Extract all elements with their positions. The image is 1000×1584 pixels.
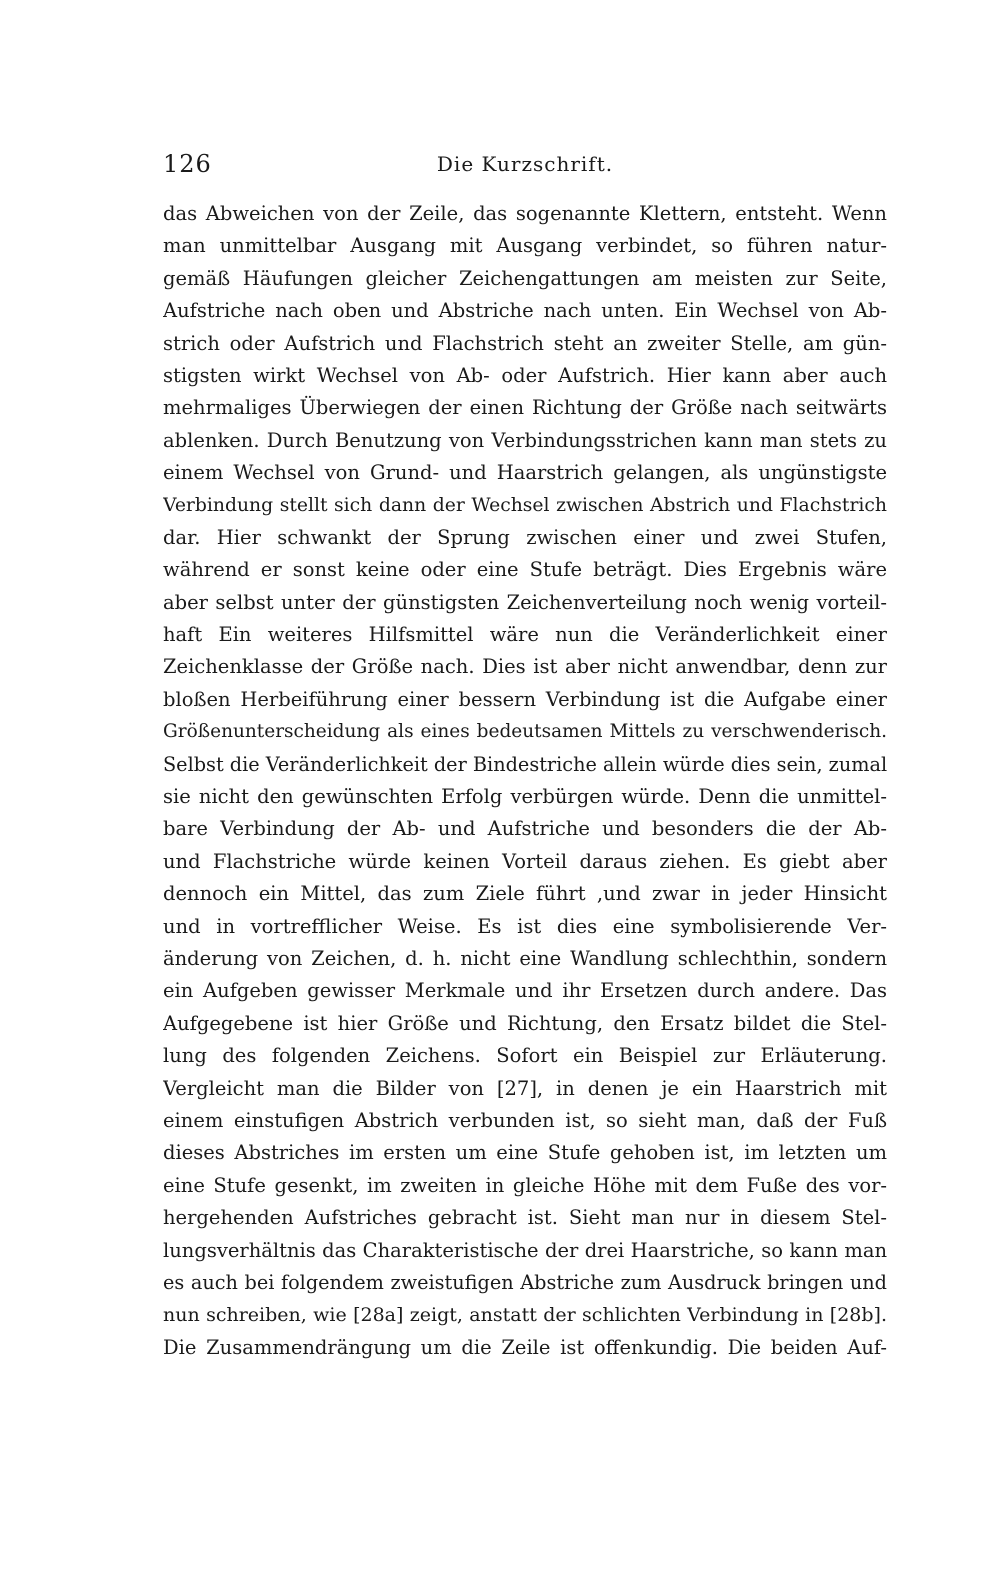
body-text — [163, 198, 887, 1364]
text-line: ein Aufgeben gewisser Merkmale und ihr Ersetzen durch andere. Das — [163, 979, 887, 1003]
running-title: Die Kurzschrift. — [436, 152, 614, 176]
text-line: hergehenden Aufstriches gebracht ist. Sieht man nur in diesem Stel- — [163, 1206, 887, 1230]
text-line: Größenunterscheidung als eines bedeutsamen Mittels zu verschwenderisch. — [163, 721, 887, 743]
text-line: das Abweichen von der Zeile, das sogenannte Klettern, entsteht. Wenn — [163, 202, 887, 225]
text-line: Selbst die Veränderlichkeit der Bindestriche allein würde dies sein, zumal — [163, 752, 887, 776]
text-line: und Flachstriche würde keinen Vorteil daraus ziehen. Es giebt aber — [163, 849, 887, 873]
text-line: es auch bei folgendem zweistufigen Abstriche zum Ausdruck bringen und — [163, 1270, 887, 1294]
text-line: Aufstriche nach oben und Abstriche nach unten. Ein Wechsel von Ab- — [163, 299, 887, 323]
text-line: strich oder Aufstrich und Flachstrich steht an zweiter Stelle, am gün- — [163, 331, 887, 355]
text-line: dennoch ein Mittel, das zum Ziele führt ,und zwar in jeder Hinsicht — [163, 882, 887, 906]
text-line: und in vortrefflicher Weise. Es ist dies eine symbolisierende Ver- — [163, 914, 887, 938]
text-line: einem Wechsel von Grund- und Haarstrich gelangen, als ungünstigste — [163, 461, 887, 485]
text-line: dar. Hier schwankt der Sprung zwischen einer und zwei Stufen, — [163, 525, 887, 549]
text-line: dieses Abstriches im ersten um eine Stufe gehoben ist, im letzten um — [163, 1141, 887, 1165]
page-number: 126 — [163, 150, 212, 178]
text-line: einem einstufigen Abstrich verbunden ist, so sieht man, daß der Fuß — [163, 1108, 887, 1132]
text-line: mehrmaliges Überwiegen der einen Richtung der Größe nach seitwärts — [163, 396, 887, 420]
text-line: gemäß Häufungen gleicher Zeichengattungen am meisten zur Seite, — [163, 266, 887, 290]
text-line: stigsten wirkt Wechsel von Ab- oder Aufstrich. Hier kann aber auch — [163, 363, 887, 387]
text-line: bare Verbindung der Ab- und Aufstriche und besonders die der Ab- — [163, 817, 887, 841]
text-line: sie nicht den gewünschten Erfolg verbürgen würde. Denn die unmittel- — [163, 785, 887, 809]
text-line: lungsverhältnis das Charakteristische der drei Haarstriche, so kann man — [163, 1238, 887, 1262]
text-line: eine Stufe gesenkt, im zweiten in gleiche Höhe mit dem Fuße des vor- — [163, 1173, 887, 1197]
text-line: Vergleicht man die Bilder von [27], in denen je ein Haarstrich mit — [163, 1076, 887, 1100]
text-line: ablenken. Durch Benutzung von Verbindungsstrichen kann man stets zu — [163, 428, 887, 452]
text-line: Aufgegebene ist hier Größe und Richtung, den Ersatz bildet die Stel- — [163, 1011, 887, 1035]
text-line: Verbindung stellt sich dann der Wechsel zwischen Abstrich und Flachstrich — [163, 494, 887, 516]
text-line: nun schreiben, wie [28a] zeigt, anstatt der schlichten Verbindung in [28b]. — [163, 1304, 887, 1327]
text-line: aber selbst unter der günstigsten Zeichenverteilung noch wenig vorteil- — [163, 590, 887, 614]
text-line: man unmittelbar Ausgang mit Ausgang verbindet, so führen natur- — [163, 234, 887, 258]
page-header — [163, 150, 887, 190]
text-line: lung des folgenden Zeichens. Sofort ein Beispiel zur Erläuterung. — [163, 1044, 887, 1068]
text-line: haft Ein weiteres Hilfsmittel wäre nun die Veränderlichkeit einer — [163, 623, 887, 647]
text-line: bloßen Herbeiführung einer bessern Verbindung ist die Aufgabe einer — [163, 687, 887, 711]
text-line: änderung von Zeichen, d. h. nicht eine Wandlung schlechthin, sondern — [163, 946, 887, 970]
text-line: Die Zusammendrängung um die Zeile ist offenkundig. Die beiden Auf- — [163, 1335, 887, 1359]
text-line: während er sonst keine oder eine Stufe beträgt. Dies Ergebnis wäre — [163, 558, 887, 582]
text-line: Zeichenklasse der Größe nach. Dies ist aber nicht anwendbar, denn zur — [163, 655, 887, 679]
